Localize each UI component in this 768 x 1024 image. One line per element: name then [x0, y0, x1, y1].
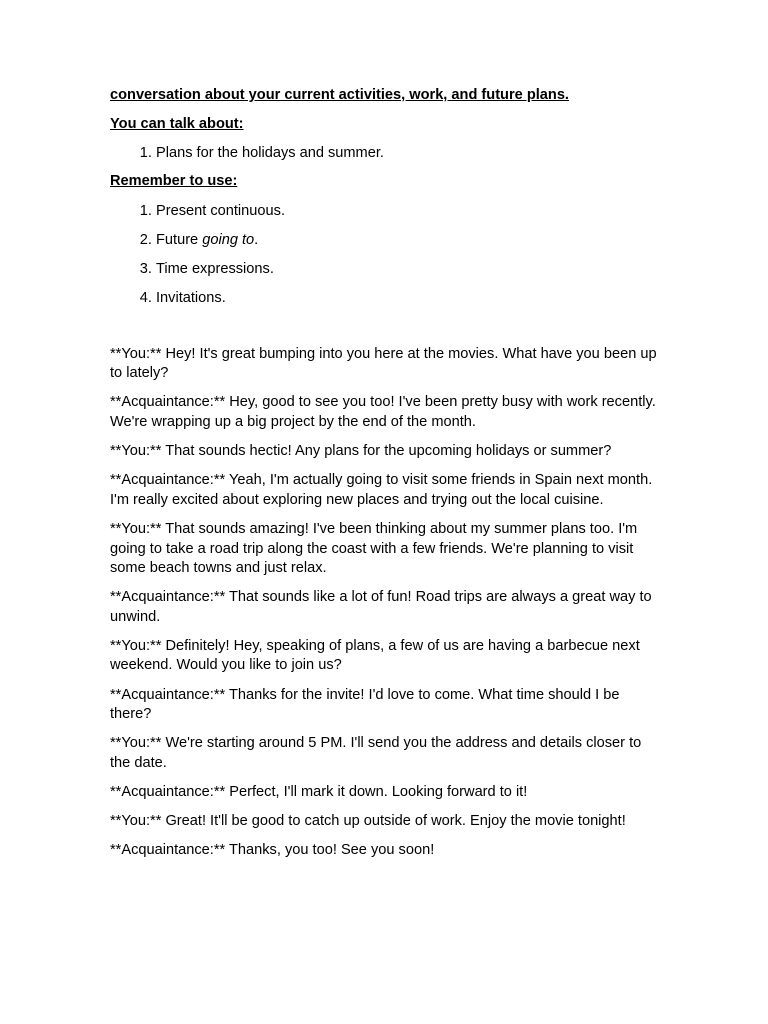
- document-content: [110, 86, 662, 870]
- dialogue: [110, 345, 662, 861]
- dialogue-line: **Acquaintance:** Hey, good to see you too! I've been pretty busy with work recently. We're wrapping up a big project by the end of the month.: [110, 394, 656, 431]
- list-item: 1. Present continuous.: [156, 202, 662, 222]
- remember-list: [110, 202, 662, 309]
- list-item-text: Future: [156, 231, 203, 248]
- dialogue-line: **Acquaintance:** Thanks for the invite! I'd love to come. What time should I be there?: [110, 686, 620, 723]
- list-item: 4. Invitations.: [156, 289, 662, 309]
- list-item-text: .: [254, 231, 259, 248]
- dialogue-line: **You:** That sounds amazing! I've been thinking about my summer plans too. I'm going to take a road trip along the coast with a few friends. We're planning to visit some beach towns and just relax.: [110, 520, 638, 577]
- dialogue-line: **Acquaintance:** Yeah, I'm actually going to visit some friends in Spain next month. I'm really excited about exploring new places and trying out the local cuisine.: [110, 472, 653, 508]
- dialogue-line: **Acquaintance:** Thanks, you too! See you soon!: [110, 842, 435, 859]
- dialogue-line: **You:** Definitely! Hey, speaking of plans, a few of us are having a barbecue next weekend. Would you like to join us?: [110, 637, 640, 674]
- remember-heading: Remember to use:: [110, 173, 238, 190]
- dialogue-line: **Acquaintance:** Perfect, I'll mark it down. Looking forward to it!: [110, 783, 528, 800]
- dialogue-line: **You:** That sounds hectic! Any plans for the upcoming holidays or summer?: [110, 443, 612, 460]
- dialogue-line: **You:** Hey! It's great bumping into you here at the movies. What have you been up to lately?: [110, 345, 657, 382]
- document-title: conversation about your current activities, work, and future plans.: [110, 87, 569, 103]
- talk-about-heading: You can talk about:: [110, 115, 244, 132]
- list-item-emphasis: going to: [202, 231, 255, 248]
- dialogue-line: **You:** We're starting around 5 PM. I'll send you the address and details closer to the date.: [110, 735, 642, 771]
- list-item: 3. Time expressions.: [156, 260, 662, 280]
- talk-about-list: [110, 144, 662, 164]
- list-item: 1. Plans for the holidays and summer.: [156, 144, 662, 164]
- dialogue-line: **You:** Great! It'll be good to catch up outside of work. Enjoy the movie tonight!: [110, 813, 626, 830]
- dialogue-line: **Acquaintance:** That sounds like a lot of fun! Road trips are always a great way to unwind.: [110, 589, 652, 625]
- list-item: [156, 231, 662, 251]
